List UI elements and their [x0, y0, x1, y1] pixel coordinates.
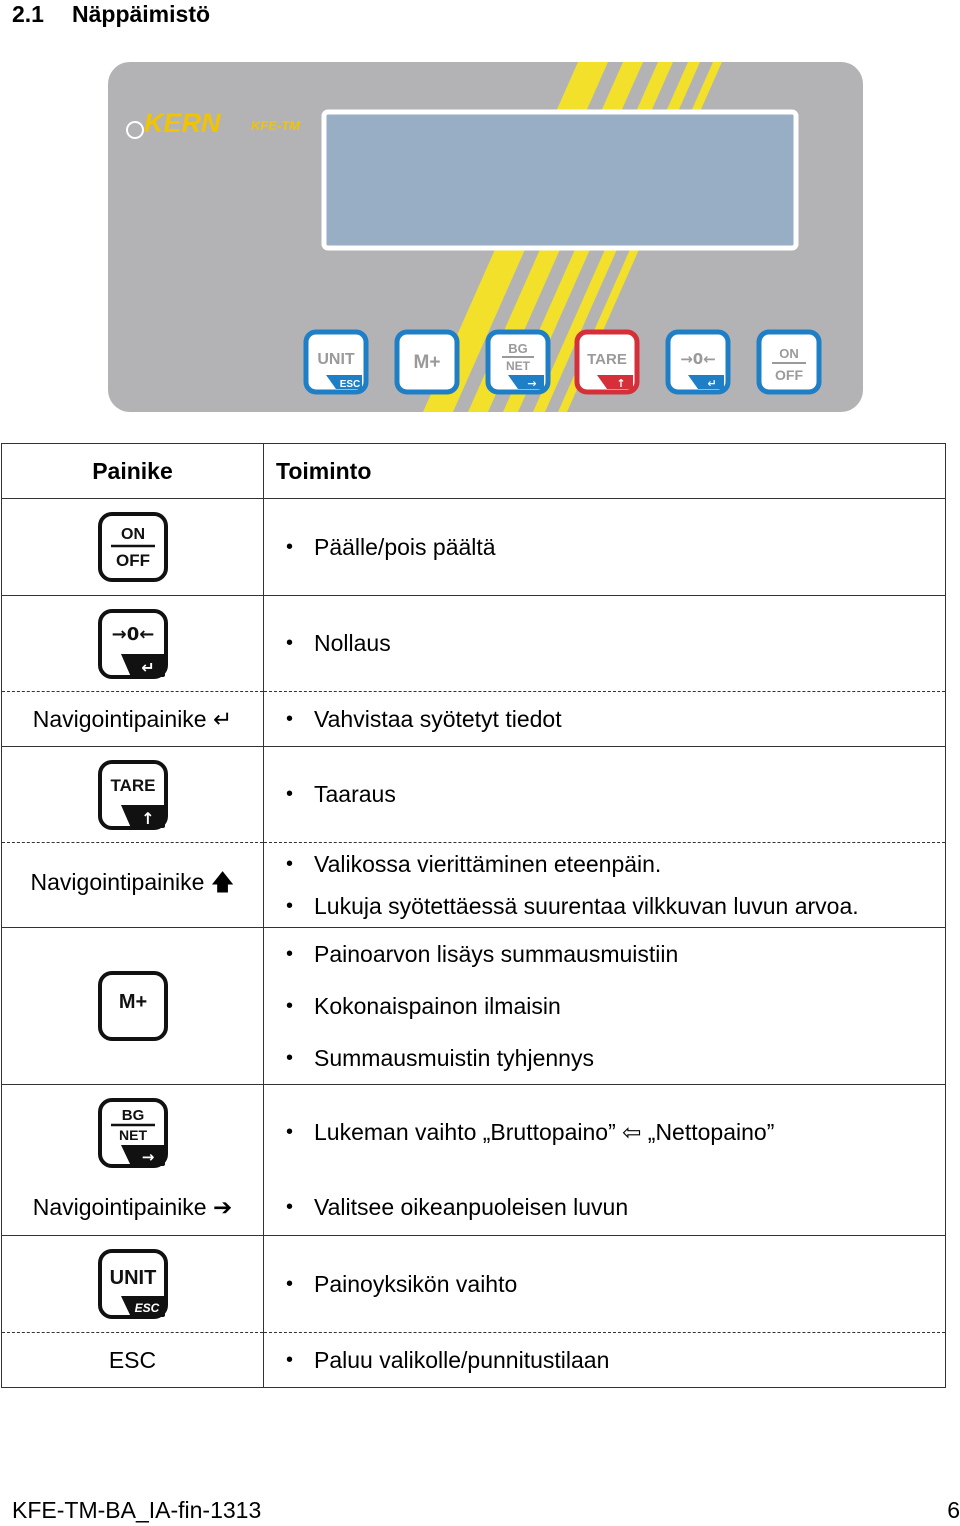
- svg-text:TARE: TARE: [587, 351, 627, 368]
- table-row: [2, 1085, 946, 1181]
- svg-text:↵: ↵: [707, 377, 717, 390]
- section-title: Näppäimistö: [72, 1, 211, 27]
- svg-text:→0←: →0←: [680, 350, 716, 368]
- nav-enter-label: Navigointipainike ↵: [2, 692, 264, 747]
- panel-key-unit[interactable]: [306, 332, 366, 392]
- section-number: 2.1: [12, 1, 44, 27]
- nav-up-label: Navigointipainike 🡅: [2, 843, 264, 928]
- function-item: • Valitsee oikeanpuoleisen luvun: [276, 1194, 945, 1221]
- lcd-display: [324, 112, 796, 248]
- unit-key-icon: [97, 1248, 169, 1320]
- svg-text:OFF: OFF: [115, 551, 150, 570]
- function-item: • Kokonaispainon ilmaisin: [276, 980, 945, 1032]
- table-row: [2, 843, 946, 928]
- svg-text:ON: ON: [779, 346, 799, 361]
- bg-net-key-icon: [97, 1097, 169, 1169]
- table-row: [2, 1236, 946, 1333]
- svg-text:ESC: ESC: [339, 379, 361, 390]
- panel-key-bgnet[interactable]: [488, 332, 548, 392]
- tare-key-icon: [97, 759, 169, 831]
- svg-text:ON: ON: [120, 526, 145, 543]
- function-item: • Lukuja syötettäessä suurentaa vilkkuvan luvun arvoa.: [276, 885, 945, 927]
- svg-text:ESC: ESC: [134, 1301, 159, 1315]
- table-row: [2, 1181, 946, 1236]
- table-header-row: [2, 444, 946, 499]
- svg-text:↵: ↵: [140, 657, 155, 677]
- function-item: • Taaraus: [276, 781, 945, 808]
- svg-text:UNIT: UNIT: [109, 1267, 156, 1289]
- svg-text:→: →: [527, 377, 537, 390]
- function-item: • Painoyksikön vaihto: [276, 1271, 945, 1298]
- panel-key-mplus[interactable]: [397, 332, 457, 392]
- on-off-key-icon: [97, 511, 169, 583]
- footer-page-number: 6: [947, 1497, 960, 1523]
- svg-text:NET: NET: [118, 1126, 147, 1143]
- keyboard-panel-illustration: [108, 62, 863, 412]
- svg-text:M+: M+: [413, 352, 441, 373]
- svg-text:M+: M+: [118, 991, 147, 1013]
- function-item: • Päälle/pois päältä: [276, 534, 945, 561]
- table-row: [2, 499, 946, 596]
- kern-brand-text: KERN: [144, 108, 221, 138]
- svg-text:BG: BG: [121, 1106, 144, 1124]
- panel-key-tare[interactable]: [577, 332, 637, 392]
- function-item: • Lukeman vaihto „Bruttopaino” ⇦ „Nettopaino”: [276, 1119, 945, 1146]
- nav-right-label: Navigointipainike ➔: [2, 1181, 264, 1236]
- svg-text:→0←: →0←: [111, 623, 154, 645]
- svg-text:BG: BG: [508, 341, 528, 356]
- svg-text:OFF: OFF: [775, 367, 803, 383]
- table-row: [2, 596, 946, 692]
- esc-label: ESC: [2, 1333, 264, 1388]
- svg-text:↑: ↑: [616, 377, 626, 390]
- table-row: [2, 1333, 946, 1388]
- key-function-table: [1, 443, 946, 1388]
- function-item: • Paluu valikolle/punnitustilaan: [276, 1347, 945, 1374]
- svg-text:NET: NET: [506, 359, 530, 373]
- section-heading: [12, 0, 210, 28]
- function-item: • Painoarvon lisäys summausmuistiin: [276, 928, 945, 980]
- function-item: • Summausmuistin tyhjennys: [276, 1032, 945, 1084]
- m-plus-key-icon: [97, 970, 169, 1042]
- function-item: • Valikossa vierittäminen eteenpäin.: [276, 843, 945, 885]
- kern-logo: [127, 108, 301, 138]
- panel-key-onoff[interactable]: [759, 332, 819, 392]
- table-row: [2, 692, 946, 747]
- zero-key-icon: [97, 608, 169, 680]
- svg-text:UNIT: UNIT: [317, 351, 355, 368]
- table-row: [2, 747, 946, 843]
- panel-key-zero[interactable]: [668, 332, 728, 392]
- function-item: • Vahvistaa syötetyt tiedot: [276, 706, 945, 733]
- svg-text:→: →: [141, 1147, 154, 1166]
- col-header-function: Toiminto: [264, 444, 946, 499]
- table-row: [2, 928, 946, 1085]
- function-item: • Nollaus: [276, 630, 945, 657]
- col-header-key: Painike: [2, 444, 264, 499]
- svg-text:↑: ↑: [140, 808, 155, 828]
- svg-text:TARE: TARE: [109, 775, 156, 795]
- footer-doc-id: KFE-TM-BA_IA-fin-1313: [12, 1497, 262, 1523]
- kern-model-text: KFE-TM: [251, 118, 301, 133]
